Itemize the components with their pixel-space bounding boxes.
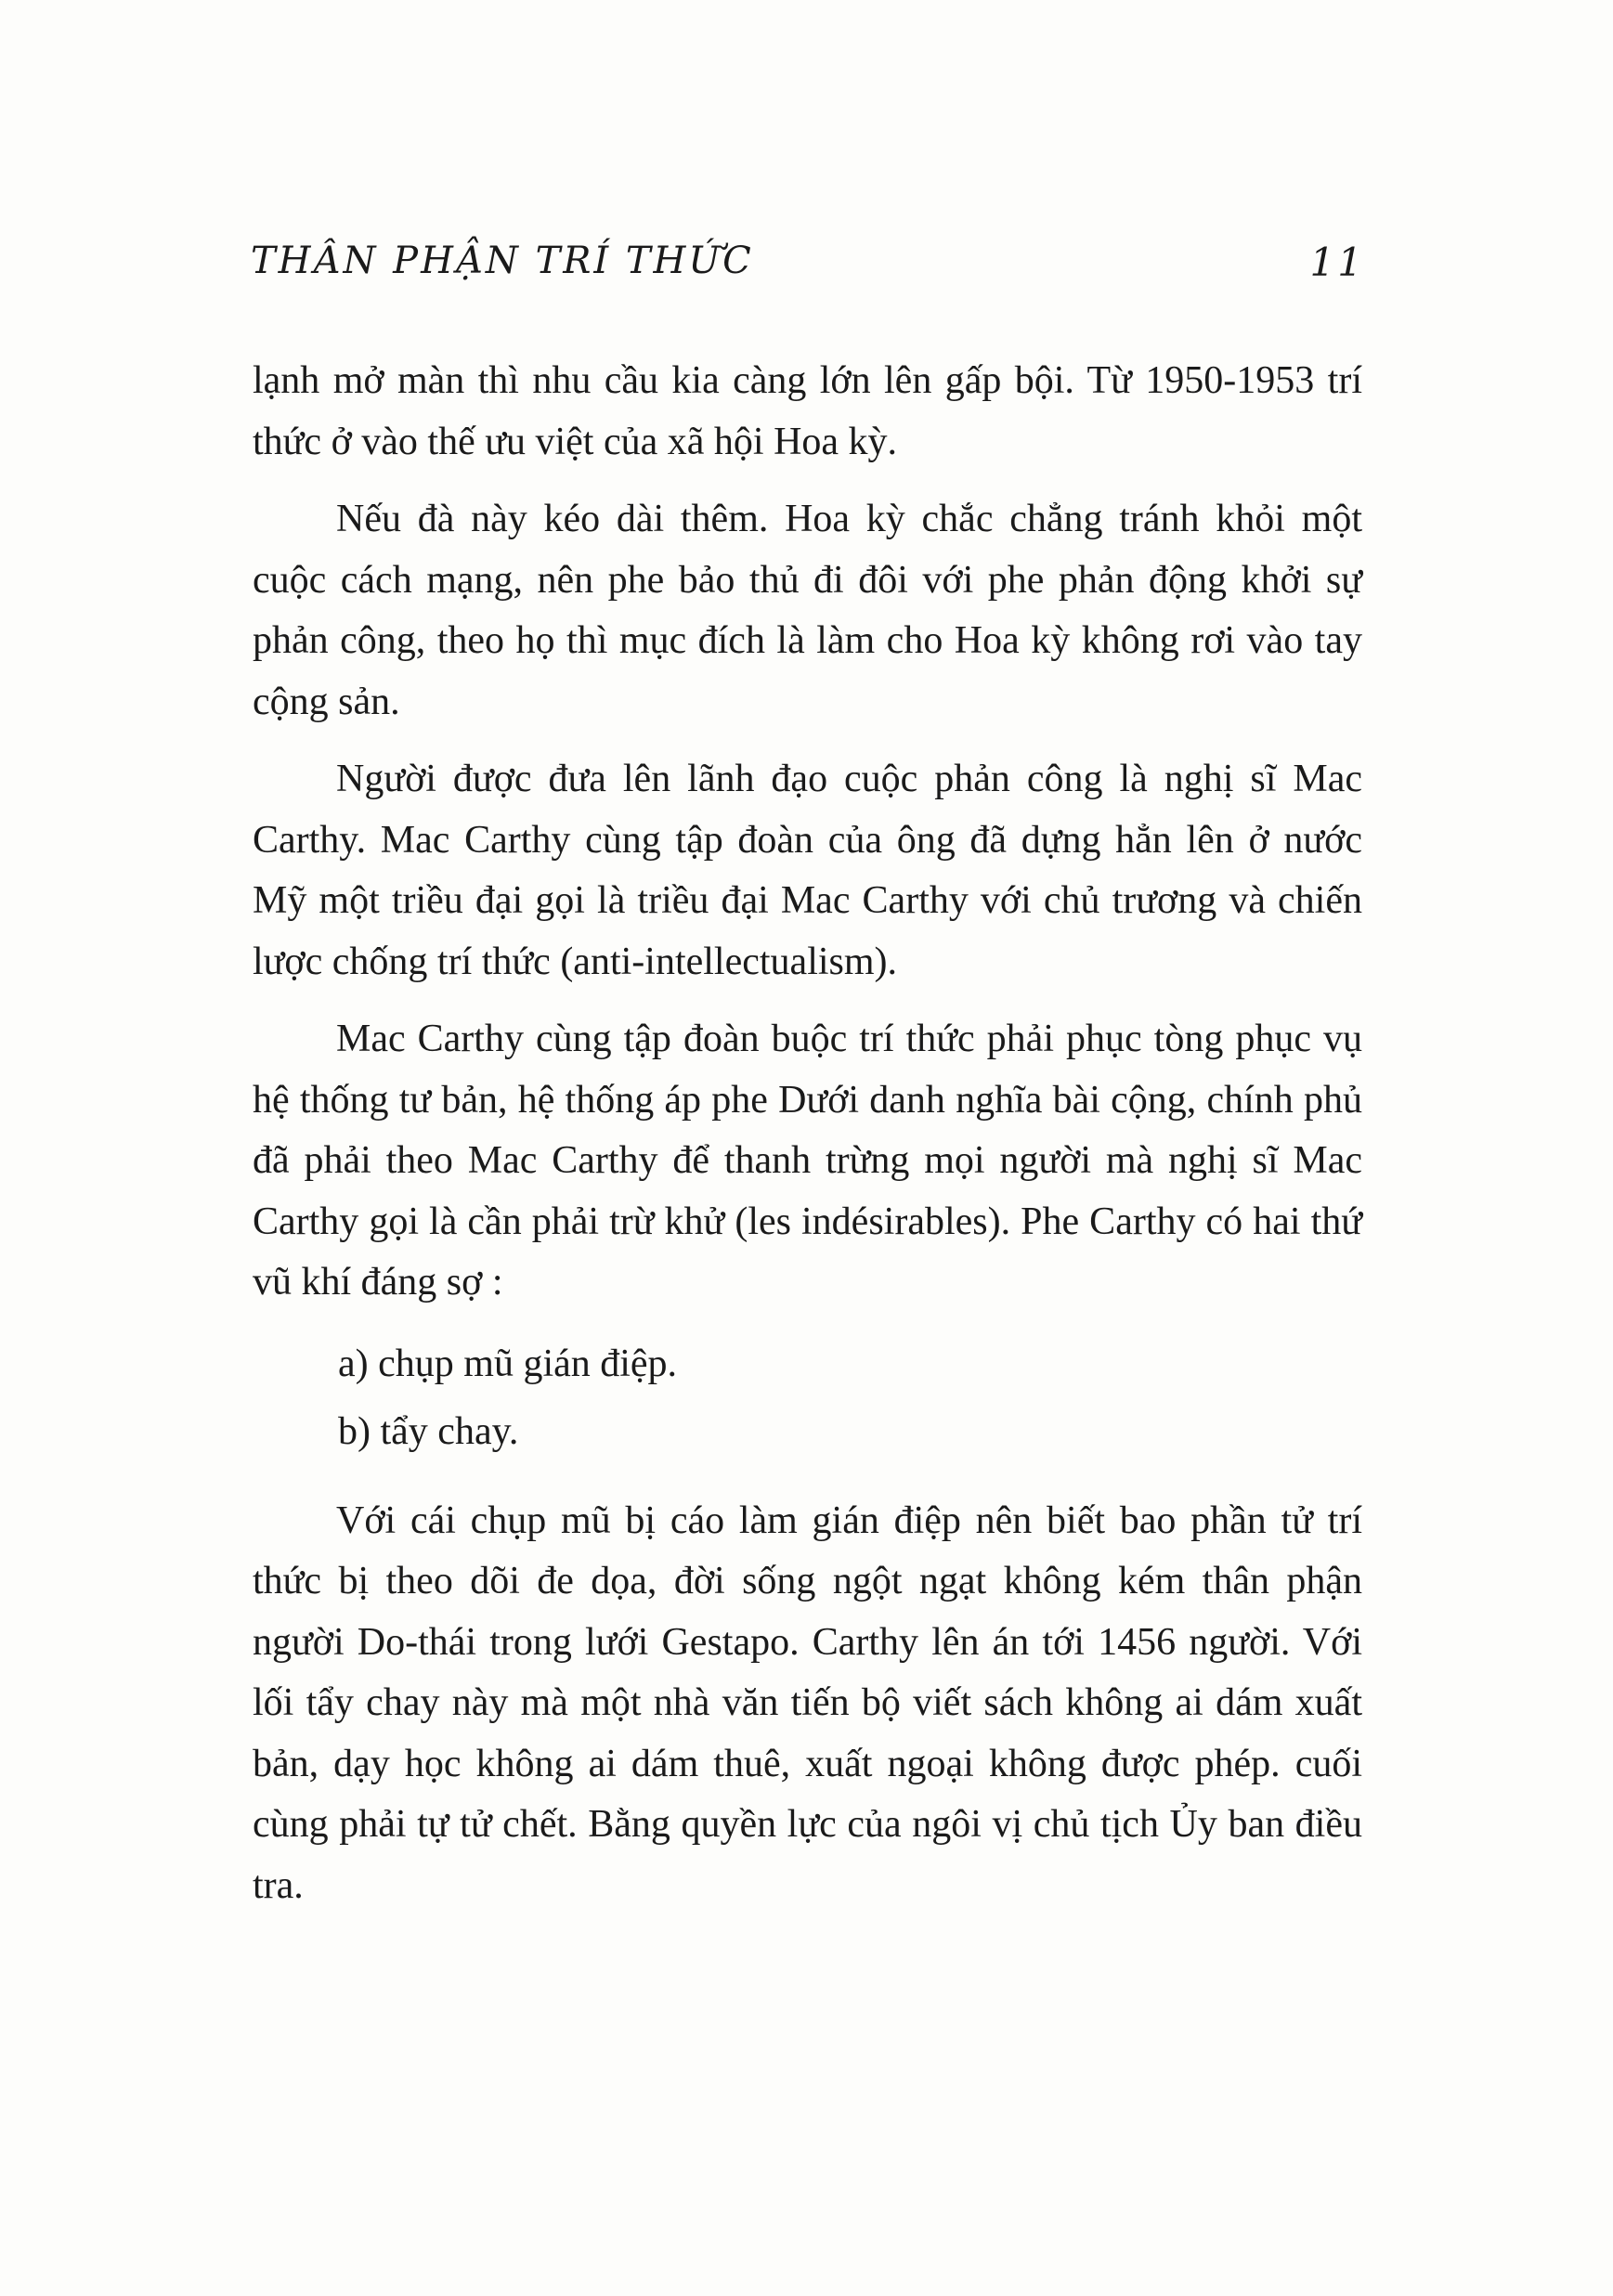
chapter-title: THÂN PHẬN TRÍ THỨC — [251, 240, 754, 282]
list-item-b: b) tẩy chay. — [338, 1410, 519, 1453]
body-text — [253, 351, 1362, 1916]
list-item-a: a) chụp mũ gián điệp. — [338, 1342, 678, 1385]
paragraph-2: Nếu đà này kéo dài thêm. Hoa kỳ chắc chẳng tránh khỏi một cuộc cách mạng, nên phe bảo thủ đi đôi với phe phản động khởi sự phản công, theo họ thì mục đích là làm cho Hoa kỳ không rơi vào tay cộng sản. — [253, 498, 1362, 723]
paragraph-3: Người được đưa lên lãnh đạo cuộc phản công là nghị sĩ Mac Carthy. Mac Carthy cùng tập đoàn của ông đã dựng hẳn lên ở nước Mỹ một triều đại gọi là triều đại Mac Carthy với chủ trương và chiến lược chống trí thức (anti-intellectualism). — [253, 758, 1362, 983]
paragraph-4: Mac Carthy cùng tập đoàn buộc trí thức phải phục tòng phục vụ hệ thống tư bản, hệ thống áp phe Dưới danh nghĩa bài cộng, chính phủ đã phải theo Mac Carthy để thanh trừng mọi người mà nghị sĩ Mac Carthy gọi là cần phải trừ khử (les indésirables). Phe Carthy có hai thứ vũ khí đáng sợ : — [253, 1018, 1362, 1304]
page-number: 11 — [1309, 240, 1365, 285]
running-header — [251, 240, 1365, 295]
paragraph-5: Với cái chụp mũ bị cáo làm gián điệp nên biết bao phần tử trí thức bị theo dõi đe dọa, đời sống ngột ngạt không kém thân phận người Do-thái trong lưới Gestapo. Carthy lên án tới 1456 người. Với lối tẩy chay này mà một nhà văn tiến bộ viết sách không ai dám xuất bản, dạy học không ai dám thuê, xuất ngoại không được phép. cuối cùng phải tự tử chết. Bằng quyền lực của ngôi vị chủ tịch Ủy ban điều tra. — [253, 1498, 1362, 1907]
paragraph-1: lạnh mở màn thì nhu cầu kia càng lớn lên gấp bội. Từ 1950-1953 trí thức ở vào thế ưu việt của xã hội Hoa kỳ. — [253, 359, 1362, 463]
